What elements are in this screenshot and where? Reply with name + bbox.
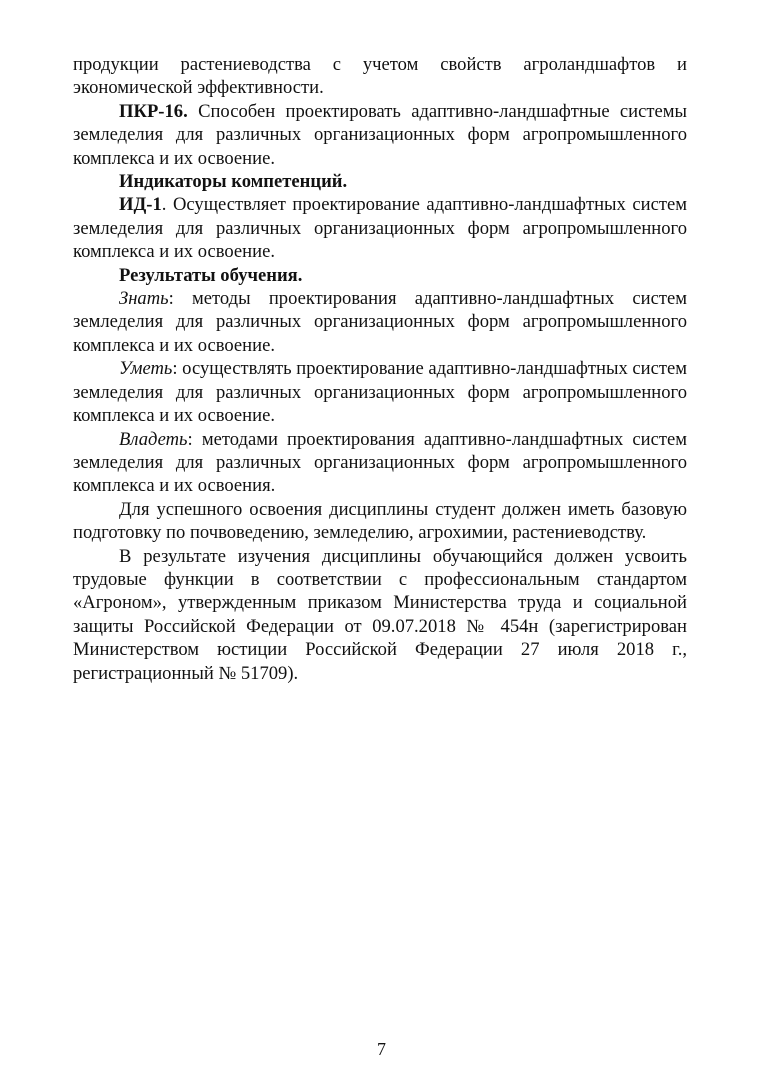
paragraph-standard: В результате изучения дисциплины обучающийся должен усвоить трудовые функции в соответствии с профессиональным стандартом «Агроном», утвержденным приказом Министерства труда и социальной защиты Российской Федерации от 09.07.2018 № 454н (зарегистрирован Министерством юстиции Российской Федерации 27 июля 2018 г., регистрационный № 51709). <box>73 545 687 684</box>
paragraph-prerequisites: Для успешного освоения дисциплины студент должен иметь базовую подготовку по почвоведению, земледелию, агрохимии, растениеводству. <box>73 498 687 544</box>
indicator-code: ИД-1 <box>119 194 162 216</box>
heading-results: Результаты обучения. <box>119 264 303 286</box>
indicator-text: . Осуществляет проектирование адаптивно-ландшафтных систем земледелия для различных организационных форм агропромышленного комплекса и их освоение. <box>73 194 687 263</box>
paragraph-can <box>73 357 687 427</box>
paragraph-pkr16 <box>73 100 687 170</box>
know-text: : методы проектирования адаптивно-ландшафтных систем земледелия для различных организационных форм агропромышленного комплекса и их освоение. <box>73 288 687 356</box>
master-text: : методами проектирования адаптивно-ландшафтных систем земледелия для различных организационных форм агропромышленного комплекса и их освоения. <box>73 428 687 497</box>
know-label: Знать <box>119 288 169 310</box>
can-label: Уметь <box>119 358 173 380</box>
document-body <box>73 53 687 685</box>
competency-text: Способен проектировать адаптивно-ландшафтные системы земледелия для различных организационных форм агропромышленного комплекса и их освоение. <box>73 100 687 169</box>
competency-code: ПКР-16. <box>119 100 188 122</box>
paragraph-id1 <box>73 193 687 263</box>
master-label: Владеть <box>119 428 188 450</box>
can-text: : осуществлять проектирование адаптивно-ландшафтных систем земледелия для различных организационных форм агропромышленного комплекса и их освоение. <box>73 358 687 427</box>
page-number: 7 <box>377 1039 386 1059</box>
paragraph-master <box>73 428 687 498</box>
paragraph-continuation: продукции растениеводства с учетом свойств агроландшафтов и экономической эффективности. <box>73 54 687 99</box>
heading-indicators: Индикаторы компетенций. <box>119 171 348 193</box>
paragraph-know <box>73 287 687 357</box>
